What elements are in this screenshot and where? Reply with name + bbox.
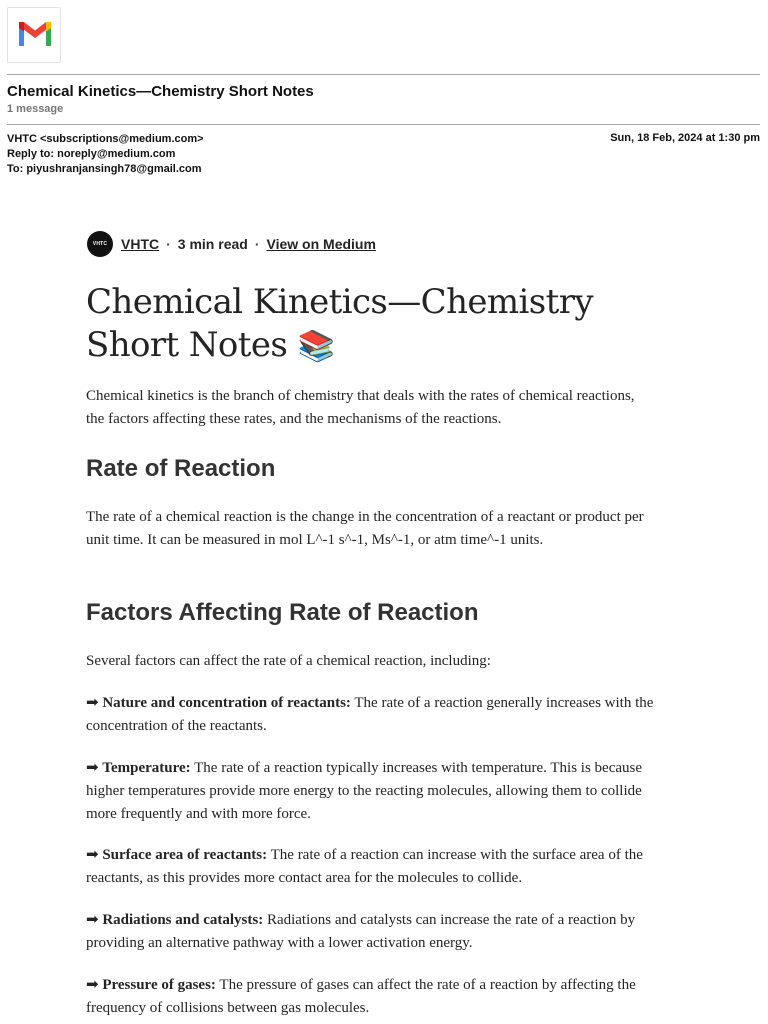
divider [7, 74, 760, 75]
factor-item [86, 757, 656, 826]
factor-text: The rate of a reaction typically increases with temperature. This is because higher temperatures provide more energy to the reacting molecules, allowing them to collide more frequently and with more force. [86, 760, 643, 822]
factor-label: Pressure of gases: [102, 977, 216, 993]
factors-intro: Several factors can affect the rate of a chemical reaction, including: [86, 653, 491, 669]
factor-label: Surface area of reactants: [102, 847, 268, 863]
factor-text: The rate of a reaction generally increases with the concentration of the reactants. [86, 695, 654, 734]
books-emoji-icon: 📚 [297, 329, 335, 364]
arrow-icon: ➡ [86, 695, 99, 711]
message-count: 1 message [7, 103, 64, 115]
email-reply-to: Reply to: noreply@medium.com [7, 148, 176, 160]
arrow-icon: ➡ [86, 847, 99, 863]
factor-text: The rate of a reaction can increase with the surface area of the reactants, as this provides more contact area for the molecules to collide. [86, 847, 643, 886]
factor-label: Temperature: [102, 760, 191, 776]
email-subject: Chemical Kinetics—Chemistry Short Notes [7, 83, 314, 100]
article-body [86, 229, 656, 1016]
article-title [86, 281, 656, 368]
divider [7, 124, 760, 125]
factor-item [86, 692, 656, 738]
email-date: Sun, 18 Feb, 2024 at 1:30 pm [610, 132, 760, 144]
factor-text: Radiations and catalysts can increase the rate of a reaction by providing an alternative pathway with a lower activation energy. [86, 912, 636, 951]
arrow-icon: ➡ [86, 977, 99, 993]
byline-separator: · [166, 236, 171, 252]
byline [86, 229, 656, 259]
read-time: 3 min read [177, 236, 248, 252]
view-on-medium-link[interactable]: View on Medium [266, 236, 376, 252]
email-to: To: piyushranjansingh78@gmail.com [7, 163, 202, 175]
rate-paragraph: The rate of a chemical reaction is the change in the concentration of a reactant or product per unit time. It can be measured in mol L^-1 s^-1, Ms^-1, or atm time^-1 units. [86, 509, 644, 548]
heading-factors: Factors Affecting Rate of Reaction [86, 599, 479, 626]
factor-item [86, 974, 656, 1020]
factor-text: The pressure of gases can affect the rate of a reaction by affecting the frequency of collisions between gas molecules. [86, 977, 636, 1016]
article-title-text: Chemical Kinetics—Chemistry Short Notes [86, 282, 593, 365]
heading-rate-of-reaction: Rate of Reaction [86, 455, 276, 482]
gmail-logo-icon [16, 20, 54, 48]
intro-paragraph: Chemical kinetics is the branch of chemistry that deals with the rates of chemical reactions, the factors affecting these rates, and the mechanisms of the reactions. [86, 388, 635, 427]
arrow-icon: ➡ [86, 912, 99, 928]
gmail-logo [7, 7, 61, 63]
author-avatar[interactable]: VHTC [87, 231, 113, 257]
email-from: VHTC <subscriptions@medium.com> [7, 133, 204, 145]
arrow-icon: ➡ [86, 760, 99, 776]
factor-label: Nature and concentration of reactants: [102, 695, 351, 711]
factor-label: Radiations and catalysts: [102, 912, 264, 928]
author-link[interactable]: VHTC [121, 236, 160, 252]
factor-item [86, 844, 656, 890]
factor-item [86, 909, 656, 955]
byline-separator: · [254, 236, 260, 252]
email-meta [7, 132, 204, 177]
